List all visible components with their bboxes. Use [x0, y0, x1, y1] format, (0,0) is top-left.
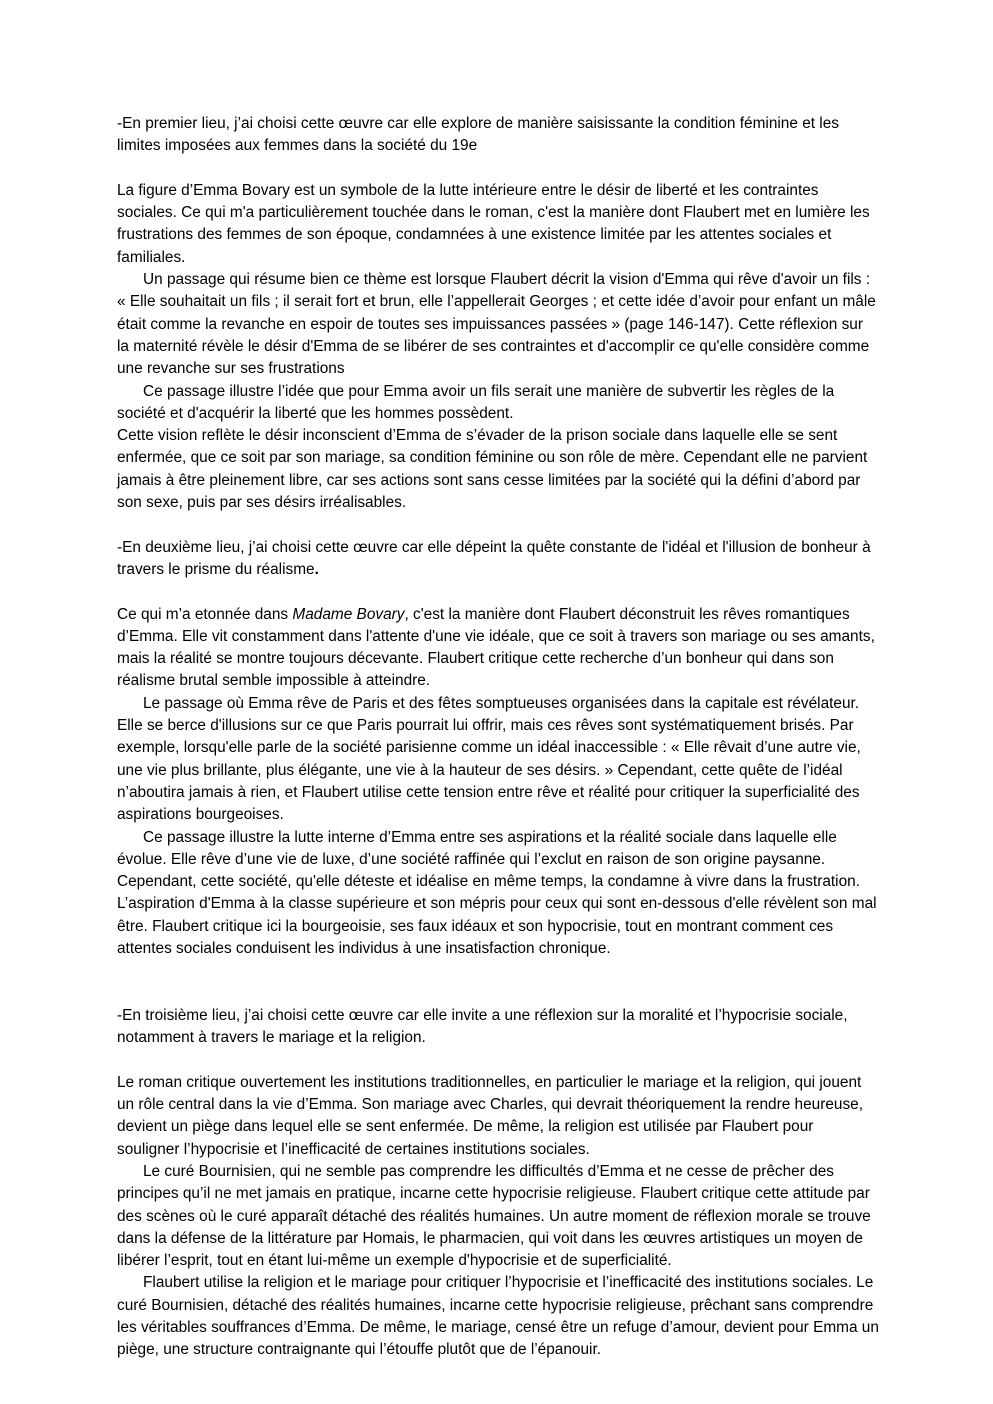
paragraph-body-2b: Le passage où Emma rêve de Paris et des fêtes somptueuses organisées dans la capitale est révélateur. Elle se berce d'illusions sur ce que Paris pourrait lui offrir, mais ces rêves sont systématiquement brisés. Par exemple, lorsqu'elle parle de la société parisienne comme un idéal inaccessible : « Elle rêvait d’une autre vie, une vie plus brillante, plus élégante, une vie à la hauteur de ses désirs. » Cependant, cette quête de l’idéal n’aboutira jamais à rien, et Flaubert utilise cette tension entre rêve et réalité pour critiquer la superficialité des aspirations bourgeoises. — [117, 694, 861, 824]
section-spacer — [117, 960, 879, 1005]
paragraph-spacer — [117, 581, 879, 603]
paragraph-body-2c: Ce passage illustre la lutte interne d’Emma entre ses aspirations et la réalité sociale dans laquelle elle évolue. Elle rêve d’une vie de luxe, d’une société raffinée qui l’exclut en raison de son origine paysanne. Cependant, cette société, qu'elle déteste et idéalise en même temps, la condamne à vivre dans la frustration. L’aspiration d'Emma à la classe supérieure et son mépris pour ceux qui sont en-dessous d'elle révèlent son mal être. Flaubert critique ici la bourgeoisie, ses faux idéaux et son hypocrisie, tout en montrant comment ces attentes sociales conduisent les individus à une insatisfaction chronique. — [117, 828, 877, 957]
document-body — [117, 113, 879, 1362]
paragraph-intro-1: -En premier lieu, j’ai choisi cette œuvre car elle explore de manière saisissante la condition féminine et les limites imposées aux femmes dans la société du 19e — [117, 115, 839, 155]
paragraph-body-1a: La figure d’Emma Bovary est un symbole de la lutte intérieure entre le désir de liberté et les contraintes sociales. Ce qui m'a particulièrement touchée dans le roman, c'est la manière dont Flaubert met en lumière les frustrations des femmes de son époque, condamnées à une existence limitée par les attentes sociales et familiales. — [117, 181, 870, 266]
paragraph-spacer — [117, 158, 879, 180]
paragraph-body-1c: Ce passage illustre l’idée que pour Emma avoir un fils serait une manière de subvertir les règles de la société et d'acquérir la liberté que les hommes possèdent. — [117, 382, 835, 422]
paragraph-body-3a: Le roman critique ouvertement les institutions traditionnelles, en particulier le mariage et la religion, qui jouent un rôle central dans la vie d’Emma. Son mariage avec Charles, qui devrait théoriquement la rendre heureuse, devient un piège dans lequel elle se sent enfermée. De même, la religion est utilisée par Flaubert pour souligner l’hypocrisie et l’inefficacité de certaines institutions sociales. — [117, 1073, 863, 1158]
body-2a-before: Ce qui m’a etonnée dans — [117, 605, 293, 623]
paragraph-intro-3: -En troisième lieu, j’ai choisi cette œuvre car elle invite a une réflexion sur la moralité et l’hypocrisie sociale, notamment à travers le mariage et la religion. — [117, 1006, 848, 1047]
paragraph-intro-2 — [117, 537, 879, 582]
paragraph-body-3c: Flaubert utilise la religion et le mariage pour critiquer l’hypocrisie et l’inefficacité des institutions sociales. Le curé Bournisien, détaché des réalités humaines, incarne cette hypocrisie religieuse, prêchant sans comprendre les véritables souffrances d’Emma. De même, le mariage, censé être un refuge d’amour, devient pour Emma un piège, une structure contraignante qui l’étouffe plutôt que de l’épanouir. — [117, 1274, 879, 1359]
intro-2-bold-period: . — [314, 560, 319, 578]
paragraph-body-1d: Cette vision reflète le désir inconscient d’Emma de s’évader de la prison sociale dans laquelle elle se sent enfermée, que ce soit par son mariage, sa condition féminine ou son rôle de mère. Cependant elle ne parvient jamais à être pleinement libre, car ses actions sont sans cesse limitées par la société qui la défini d’abord par son sexe, puis par ses désirs irréalisables. — [117, 427, 868, 512]
paragraph-body-3b: Le curé Bournisien, qui ne semble pas comprendre les difficultés d’Emma et ne cesse de prêcher des principes qu’il ne met jamais en pratique, incarne cette hypocrisie religieuse. Flaubert critique cette attitude par des scènes où le curé apparaît détaché des réalités humaines. Un autre moment de réflexion morale se trouve dans la défense de la littérature par Homais, le pharmacien, qui voit dans les œuvres artistiques un moyen de libérer l’esprit, tout en étant lui-même un exemple d'hypocrisie et de superficialité. — [117, 1162, 871, 1270]
paragraph-body-2a — [117, 604, 879, 693]
book-title-madame-bovary: Madame Bovary — [292, 605, 405, 623]
paragraph-body-1b: Un passage qui résume bien ce thème est lorsque Flaubert décrit la vision d'Emma qui rêve d'avoir un fils : « Elle souhaitait un fils ; il serait fort et brun, elle l’appellerait Georges ; et cette idée d’avoir pour enfant un mâle était comme la revanche en espoir de toutes ses impuissances passées » (page 146-147). Cette réflexion sur la maternité révèle le désir d'Emma de se libérer de ses contraintes et d'accomplir ce qu'elle considère comme une revanche sur ses frustrations — [117, 271, 876, 378]
body-2a-after: , c'est la manière dont Flaubert déconstruit les rêves romantiques d’Emma. Elle vit constamment dans l'attente d'une vie idéale, que ce soit à travers son mariage ou ses amants, mais la réalité se montre toujours décevante. Flaubert critique cette recherche d’un bonheur qui dans son réalisme brutal semble impossible à atteindre. — [117, 605, 875, 690]
intro-2-text: -En deuxième lieu, j’ai choisi cette œuvre car elle dépeint la quête constante de l'idéal et l'illusion de bonheur à travers le prisme du réalisme — [117, 538, 871, 578]
paragraph-spacer — [117, 1049, 879, 1071]
paragraph-spacer — [117, 514, 879, 536]
